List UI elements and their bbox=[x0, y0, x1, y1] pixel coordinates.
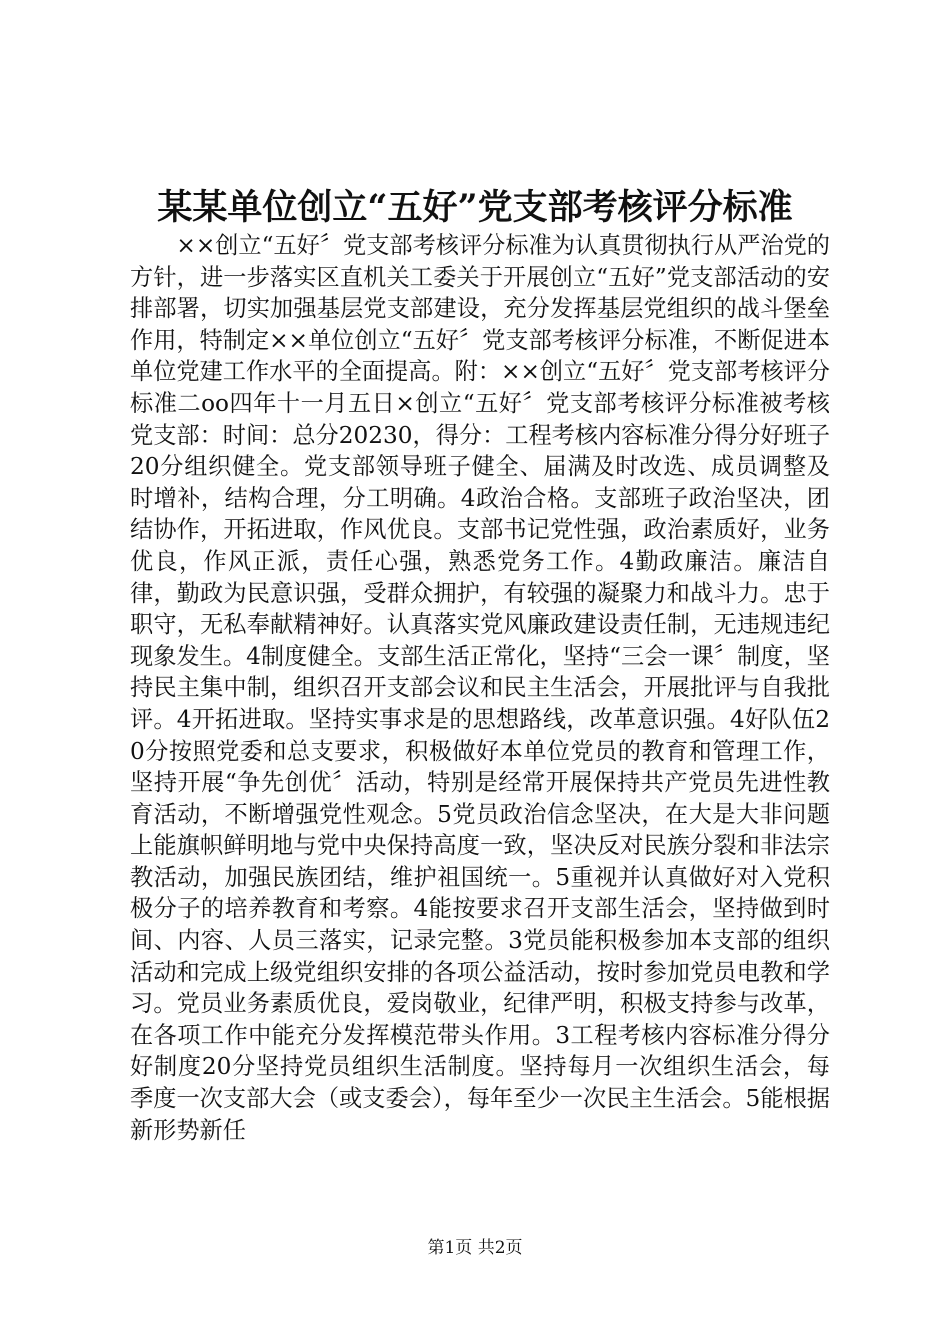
document-title: 某某单位创立“五好”党支部考核评分标准 bbox=[157, 187, 793, 228]
document-body: ××创立“五好〞党支部考核评分标准为认真贯彻执行从严治党的方针，进一步落实区直机关工委关于开展创立“五好”党支部活动的安排部署，切实加强基层党支部建设，充分发挥基层党组织的战斗堡垒作用，特制定××单位创立“五好〞党支部考核评分标准，不断促进本单位党建工作水平的全面提高。附：××创立“五好〞党支部考核评分标准二oo四年十一月五日×创立“五好〞党支部考核评分标准被考核党支部：时间：总分20230，得分：工程考核内容标准分得分好班子20分组织健全。党支部领导班子健全、届满及时改选、成员调整及时增补，结构合理，分工明确。4政治合格。支部班子政治坚决，团结协作，开拓进取，作风优良。支部书记党性强，政治素质好，业务优良，作风正派，责任心强，熟悉党务工作。4勤政廉洁。廉洁自律，勤政为民意识强，受群众拥护，有较强的凝聚力和战斗力。忠于职守，无私奉献精神好。认真落实党风廉政建设责任制，无违规违纪现象发生。4制度健全。支部生活正常化，坚持“三会一课〞制度，坚持民主集中制，组织召开支部会议和民主生活会，开展批评与自我批评。4开拓进取。坚持实事求是的思想路线，改革意识强。4好队伍20分按照党委和总支要求，积极做好本单位党员的教育和管理工作，坚持开展“争先创优〞活动，特别是经常开展保持共产党员先进性教育活动，不断增强党性观念。5党员政治信念坚决，在大是大非问题上能旗帜鲜明地与党中央保持高度一致，坚决反对民族分裂和非法宗教活动，加强民族团结，维护祖国统一。5重视并认真做好对入党积极分子的培养教育和考察。4能按要求召开支部生活会，坚持做到时间、内容、人员三落实，记录完整。3党员能积极参加本支部的组织活动和完成上级党组织安排的各项公益活动，按时参加党员电教和学习。党员业务素质优良，爱岗敬业，纪律严明，积极支持参与改革，在各项工作中能充分发挥模范带头作用。3工程考核内容标准分得分好制度20分坚持党员组织生活制度。坚持每月一次组织生活会，每季度一次支部大会（或支委会），每年至少一次民主生活会。5能根据新形势新任 bbox=[130, 232, 830, 1144]
page-footer: 第1页 共2页 bbox=[427, 1238, 523, 1258]
